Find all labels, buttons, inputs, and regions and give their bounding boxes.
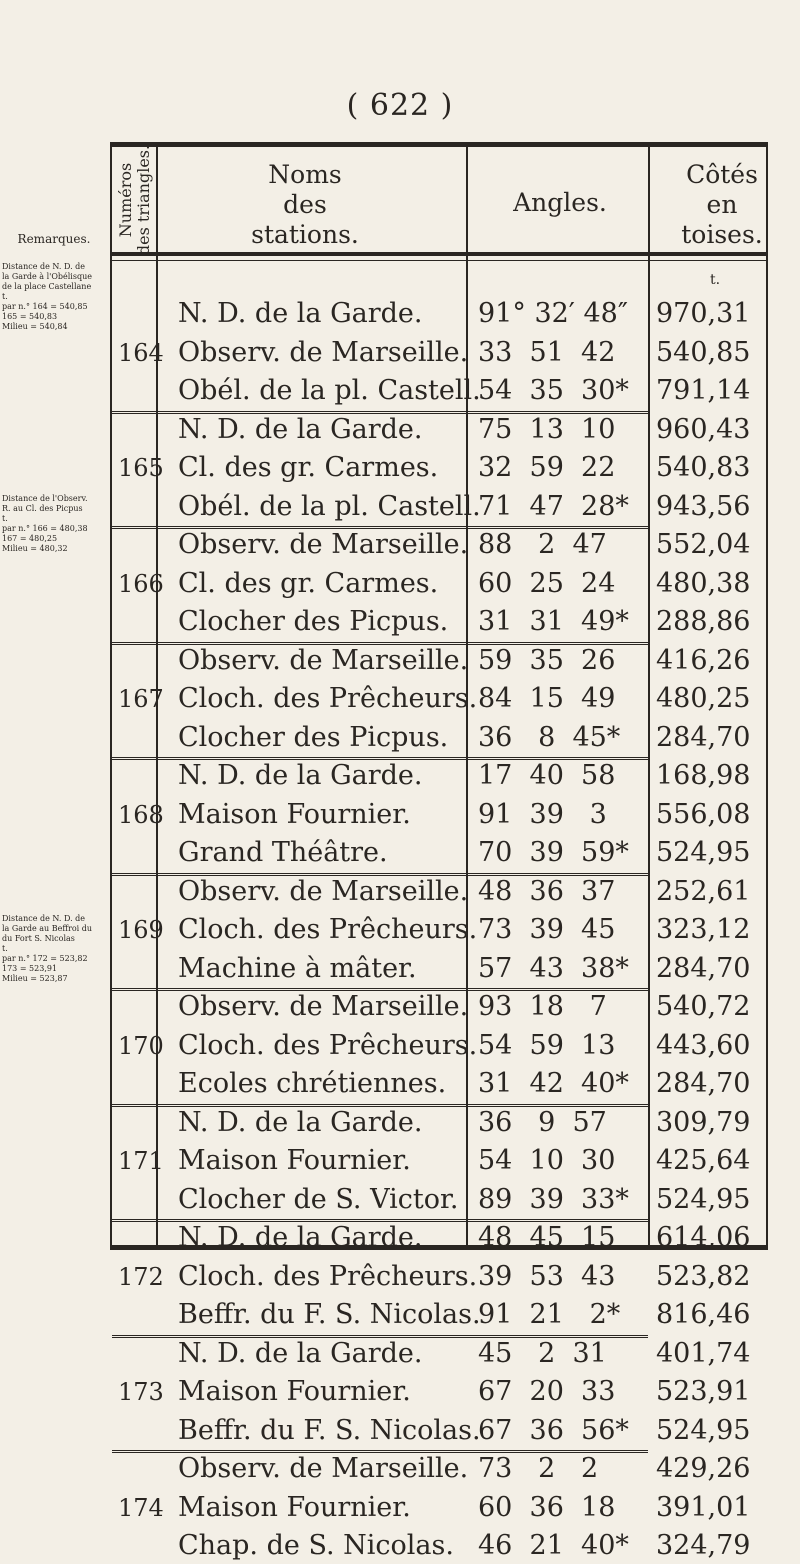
angle-value: 70 39 59* [478, 837, 629, 868]
table-row [0, 489, 800, 525]
angle-value: 84 15 49 [478, 683, 616, 714]
side-value: 791,14 [656, 375, 751, 406]
triangle-number: 168 [118, 800, 164, 829]
angle-value: 32 59 22 [478, 452, 616, 483]
side-value: 943,56 [656, 490, 751, 522]
station-name: Clocher de S. Victor. [178, 1183, 459, 1215]
angle-value: 39 53 43 [478, 1260, 616, 1292]
table-row [0, 1220, 800, 1256]
header-noms [160, 160, 450, 250]
side-value: 323,12 [656, 914, 751, 945]
table-row [0, 373, 800, 409]
side-value: 324,79 [656, 1530, 751, 1561]
header-noms-line3: stations. [251, 220, 359, 249]
table-row [0, 1451, 800, 1487]
station-name: Grand Théâtre. [178, 837, 388, 868]
header-noms-line2: des [283, 190, 327, 219]
remark-unit: t. [2, 514, 8, 523]
table-row [0, 951, 800, 987]
side-value: 416,26 [656, 644, 751, 676]
station-name: Clocher des Picpus. [178, 721, 449, 753]
remark-line: Distance de l'Observ. [2, 494, 88, 503]
station-name: Cl. des gr. Carmes. [178, 452, 439, 483]
angle-value: 91° 32′ 48″ [478, 298, 628, 329]
header-noms-line1: Noms [268, 160, 342, 189]
side-value: 391,01 [656, 1491, 751, 1523]
side-value: 480,38 [656, 567, 751, 599]
page-number: ( 622 ) [346, 88, 454, 123]
side-value: 284,70 [656, 952, 751, 984]
side-value: 309,79 [656, 1106, 751, 1138]
triangle-number-row [0, 335, 800, 371]
remark-block [0, 494, 108, 554]
remark-calc1: par n.° 164 = 540,85 [2, 302, 88, 311]
table-row [0, 643, 800, 679]
remark-unit: t. [2, 292, 8, 301]
table-row [0, 1413, 800, 1449]
side-value: 524,95 [656, 1183, 751, 1215]
side-value: 480,25 [656, 683, 751, 714]
angle-value: 60 25 24 [478, 567, 616, 599]
station-name: Clocher des Picpus. [178, 606, 449, 637]
triangle-number: 165 [118, 454, 164, 482]
station-name: N. D. de la Garde. [178, 413, 423, 445]
triangle-number: 172 [118, 1262, 164, 1291]
station-name: N. D. de la Garde. [178, 760, 423, 791]
remark-line: du Fort S. Nicolas [2, 934, 75, 943]
side-value: 425,64 [656, 1145, 751, 1176]
side-value: 252,61 [656, 875, 751, 907]
table-row [0, 604, 800, 640]
remark-block [0, 914, 108, 984]
side-value: 401,74 [656, 1337, 751, 1369]
header-numeros [116, 144, 154, 256]
table-row [0, 1528, 800, 1564]
remark-mean: Milieu = 540,84 [2, 322, 68, 331]
angle-value: 46 21 40* [478, 1530, 629, 1561]
angle-value: 73 2 2 [478, 1453, 599, 1484]
station-name: Beffr. du F. S. Nicolas. [178, 1299, 481, 1330]
station-name: Observ. de Marseille. [178, 529, 469, 560]
angle-value: 67 20 33 [478, 1376, 616, 1407]
remark-line: Distance de N. D. de [2, 262, 86, 271]
angle-value: 54 10 30 [478, 1145, 616, 1176]
header-cotes-line2: en [706, 190, 738, 219]
angle-value: 59 35 26 [478, 644, 616, 676]
remark-mean: Milieu = 480,32 [2, 544, 68, 553]
remark-calc1: par n.° 166 = 480,38 [2, 524, 88, 533]
side-value: 540,72 [656, 991, 751, 1022]
remark-calc2: 167 = 480,25 [2, 534, 58, 543]
station-name: Observ. de Marseille. [178, 991, 469, 1022]
triangle-number-row [0, 681, 800, 717]
triangle-number: 166 [118, 569, 164, 598]
table-row [0, 835, 800, 871]
angle-value: 54 35 30* [478, 375, 629, 406]
station-name: Chap. de S. Nicolas. [178, 1530, 454, 1561]
angle-value: 45 2 31 [478, 1337, 607, 1369]
side-value: 523,91 [656, 1376, 751, 1407]
station-name: Machine à mâter. [178, 952, 417, 984]
triangle-number: 170 [118, 1031, 164, 1060]
angle-value: 31 31 49* [478, 606, 629, 637]
header-cotes [652, 160, 792, 250]
angle-value: 88 2 47 [478, 529, 607, 560]
remark-line: de la place Castellane [2, 282, 92, 291]
side-value: 970,31 [656, 298, 751, 329]
angle-value: 89 39 33* [478, 1183, 629, 1215]
header-rule-thin [110, 260, 768, 261]
header-cotes-line3: toises. [681, 220, 763, 249]
side-value: 523,82 [656, 1260, 751, 1292]
table-row [0, 1336, 800, 1372]
table-row [0, 989, 800, 1025]
station-name: Observ. de Marseille. [178, 1453, 469, 1484]
station-name: Obél. de la pl. Castell. [178, 375, 481, 406]
table-row [0, 1105, 800, 1141]
header-numeros-line2: des triangles. [134, 144, 154, 256]
angle-value: 48 45 15 [478, 1222, 616, 1253]
header-numeros-line1: Numéros [116, 162, 136, 238]
station-name: Cloch. des Prêcheurs. [178, 683, 478, 714]
triangle-number: 167 [118, 685, 164, 713]
side-value: 552,04 [656, 529, 751, 560]
station-name: Observ. de Marseille. [178, 644, 469, 676]
side-value: 168,98 [656, 760, 751, 791]
station-name: Cloch. des Prêcheurs. [178, 1260, 478, 1292]
angle-value: 31 42 40* [478, 1068, 629, 1099]
station-name: Cloch. des Prêcheurs. [178, 914, 478, 945]
table-row [0, 758, 800, 794]
triangle-number-row [0, 566, 800, 602]
triangle-number: 171 [118, 1147, 164, 1175]
side-value: 524,95 [656, 1414, 751, 1446]
side-value: 288,86 [656, 606, 751, 637]
triangle-number: 173 [118, 1378, 164, 1406]
table-row [0, 412, 800, 448]
station-name: Maison Fournier. [178, 1376, 411, 1407]
triangle-number: 164 [118, 338, 164, 367]
triangle-number: 174 [118, 1493, 164, 1522]
side-value: 540,85 [656, 336, 751, 368]
triangle-number-row [0, 797, 800, 833]
side-value: 443,60 [656, 1029, 751, 1061]
station-name: N. D. de la Garde. [178, 1106, 423, 1138]
station-name: Cloch. des Prêcheurs. [178, 1029, 478, 1061]
angle-value: 48 36 37 [478, 875, 616, 907]
station-name: N. D. de la Garde. [178, 1222, 423, 1253]
station-name: N. D. de la Garde. [178, 1337, 423, 1369]
table-row [0, 1297, 800, 1333]
station-name: Maison Fournier. [178, 1491, 411, 1523]
triangle-number-row [0, 1143, 800, 1179]
header-angles: Angles. [513, 188, 607, 217]
side-value: 284,70 [656, 1068, 751, 1099]
header-cotes-line1: Côtés [686, 160, 758, 189]
station-name: Beffr. du F. S. Nicolas. [178, 1414, 481, 1446]
triangle-number: 169 [118, 916, 164, 944]
side-value: 816,46 [656, 1299, 751, 1330]
table-row [0, 720, 800, 756]
angle-value: 91 39 3 [478, 798, 607, 830]
table-row [0, 1182, 800, 1218]
station-name: Ecoles chrétiennes. [178, 1068, 447, 1099]
angle-value: 71 47 28* [478, 490, 629, 522]
side-value: 614,06 [656, 1222, 751, 1253]
triangle-number-row [0, 1374, 800, 1410]
header-remarques: Remarques. [17, 232, 91, 246]
side-value: 960,43 [656, 413, 751, 445]
station-name: N. D. de la Garde. [178, 298, 423, 329]
triangle-number-row [0, 1259, 800, 1295]
station-name: Observ. de Marseille. [178, 875, 469, 907]
remark-line: R. au Cl. des Picpus [2, 504, 83, 513]
remark-unit: t. [2, 944, 8, 953]
triangle-number-row [0, 912, 800, 948]
angle-value: 54 59 13 [478, 1029, 616, 1061]
triangle-number-row [0, 450, 800, 486]
table-row [0, 874, 800, 910]
angle-value: 57 43 38* [478, 952, 629, 984]
angle-value: 60 36 18 [478, 1491, 616, 1523]
angle-value: 93 18 7 [478, 991, 607, 1022]
header-rule [110, 252, 768, 256]
remark-calc2: 165 = 540,83 [2, 312, 58, 321]
side-value: 284,70 [656, 721, 751, 753]
remark-line: la Garde au Beffroi du [2, 924, 93, 933]
station-name: Cl. des gr. Carmes. [178, 567, 439, 599]
angle-value: 75 13 10 [478, 413, 616, 445]
station-name: Maison Fournier. [178, 798, 411, 830]
station-name: Obél. de la pl. Castell. [178, 490, 481, 522]
angle-value: 91 21 2* [478, 1299, 621, 1330]
table-row [0, 296, 800, 332]
angle-value: 17 40 58 [478, 760, 616, 791]
remark-block [0, 262, 108, 332]
side-value: 556,08 [656, 798, 751, 830]
table-row [0, 527, 800, 563]
triangle-number-row [0, 1490, 800, 1526]
side-value: 524,95 [656, 837, 751, 868]
angle-value: 67 36 56* [478, 1414, 629, 1446]
remark-line: Distance de N. D. de [2, 914, 86, 923]
table-row [0, 1066, 800, 1102]
angle-value: 33 51 42 [478, 336, 616, 368]
angle-value: 73 39 45 [478, 914, 616, 945]
sides-unit: t. [710, 272, 721, 288]
angle-value: 36 9 57 [478, 1106, 607, 1138]
remark-calc2: 173 = 523,91 [2, 964, 58, 973]
side-value: 429,26 [656, 1453, 751, 1484]
triangle-number-row [0, 1028, 800, 1064]
remark-line: la Garde à l'Obélisque [2, 272, 92, 281]
remark-mean: Milieu = 523,87 [2, 974, 68, 983]
side-value: 540,83 [656, 452, 751, 483]
station-name: Observ. de Marseille. [178, 336, 469, 368]
station-name: Maison Fournier. [178, 1145, 411, 1176]
angle-value: 36 8 45* [478, 721, 621, 753]
remark-calc1: par n.° 172 = 523,82 [2, 954, 88, 963]
